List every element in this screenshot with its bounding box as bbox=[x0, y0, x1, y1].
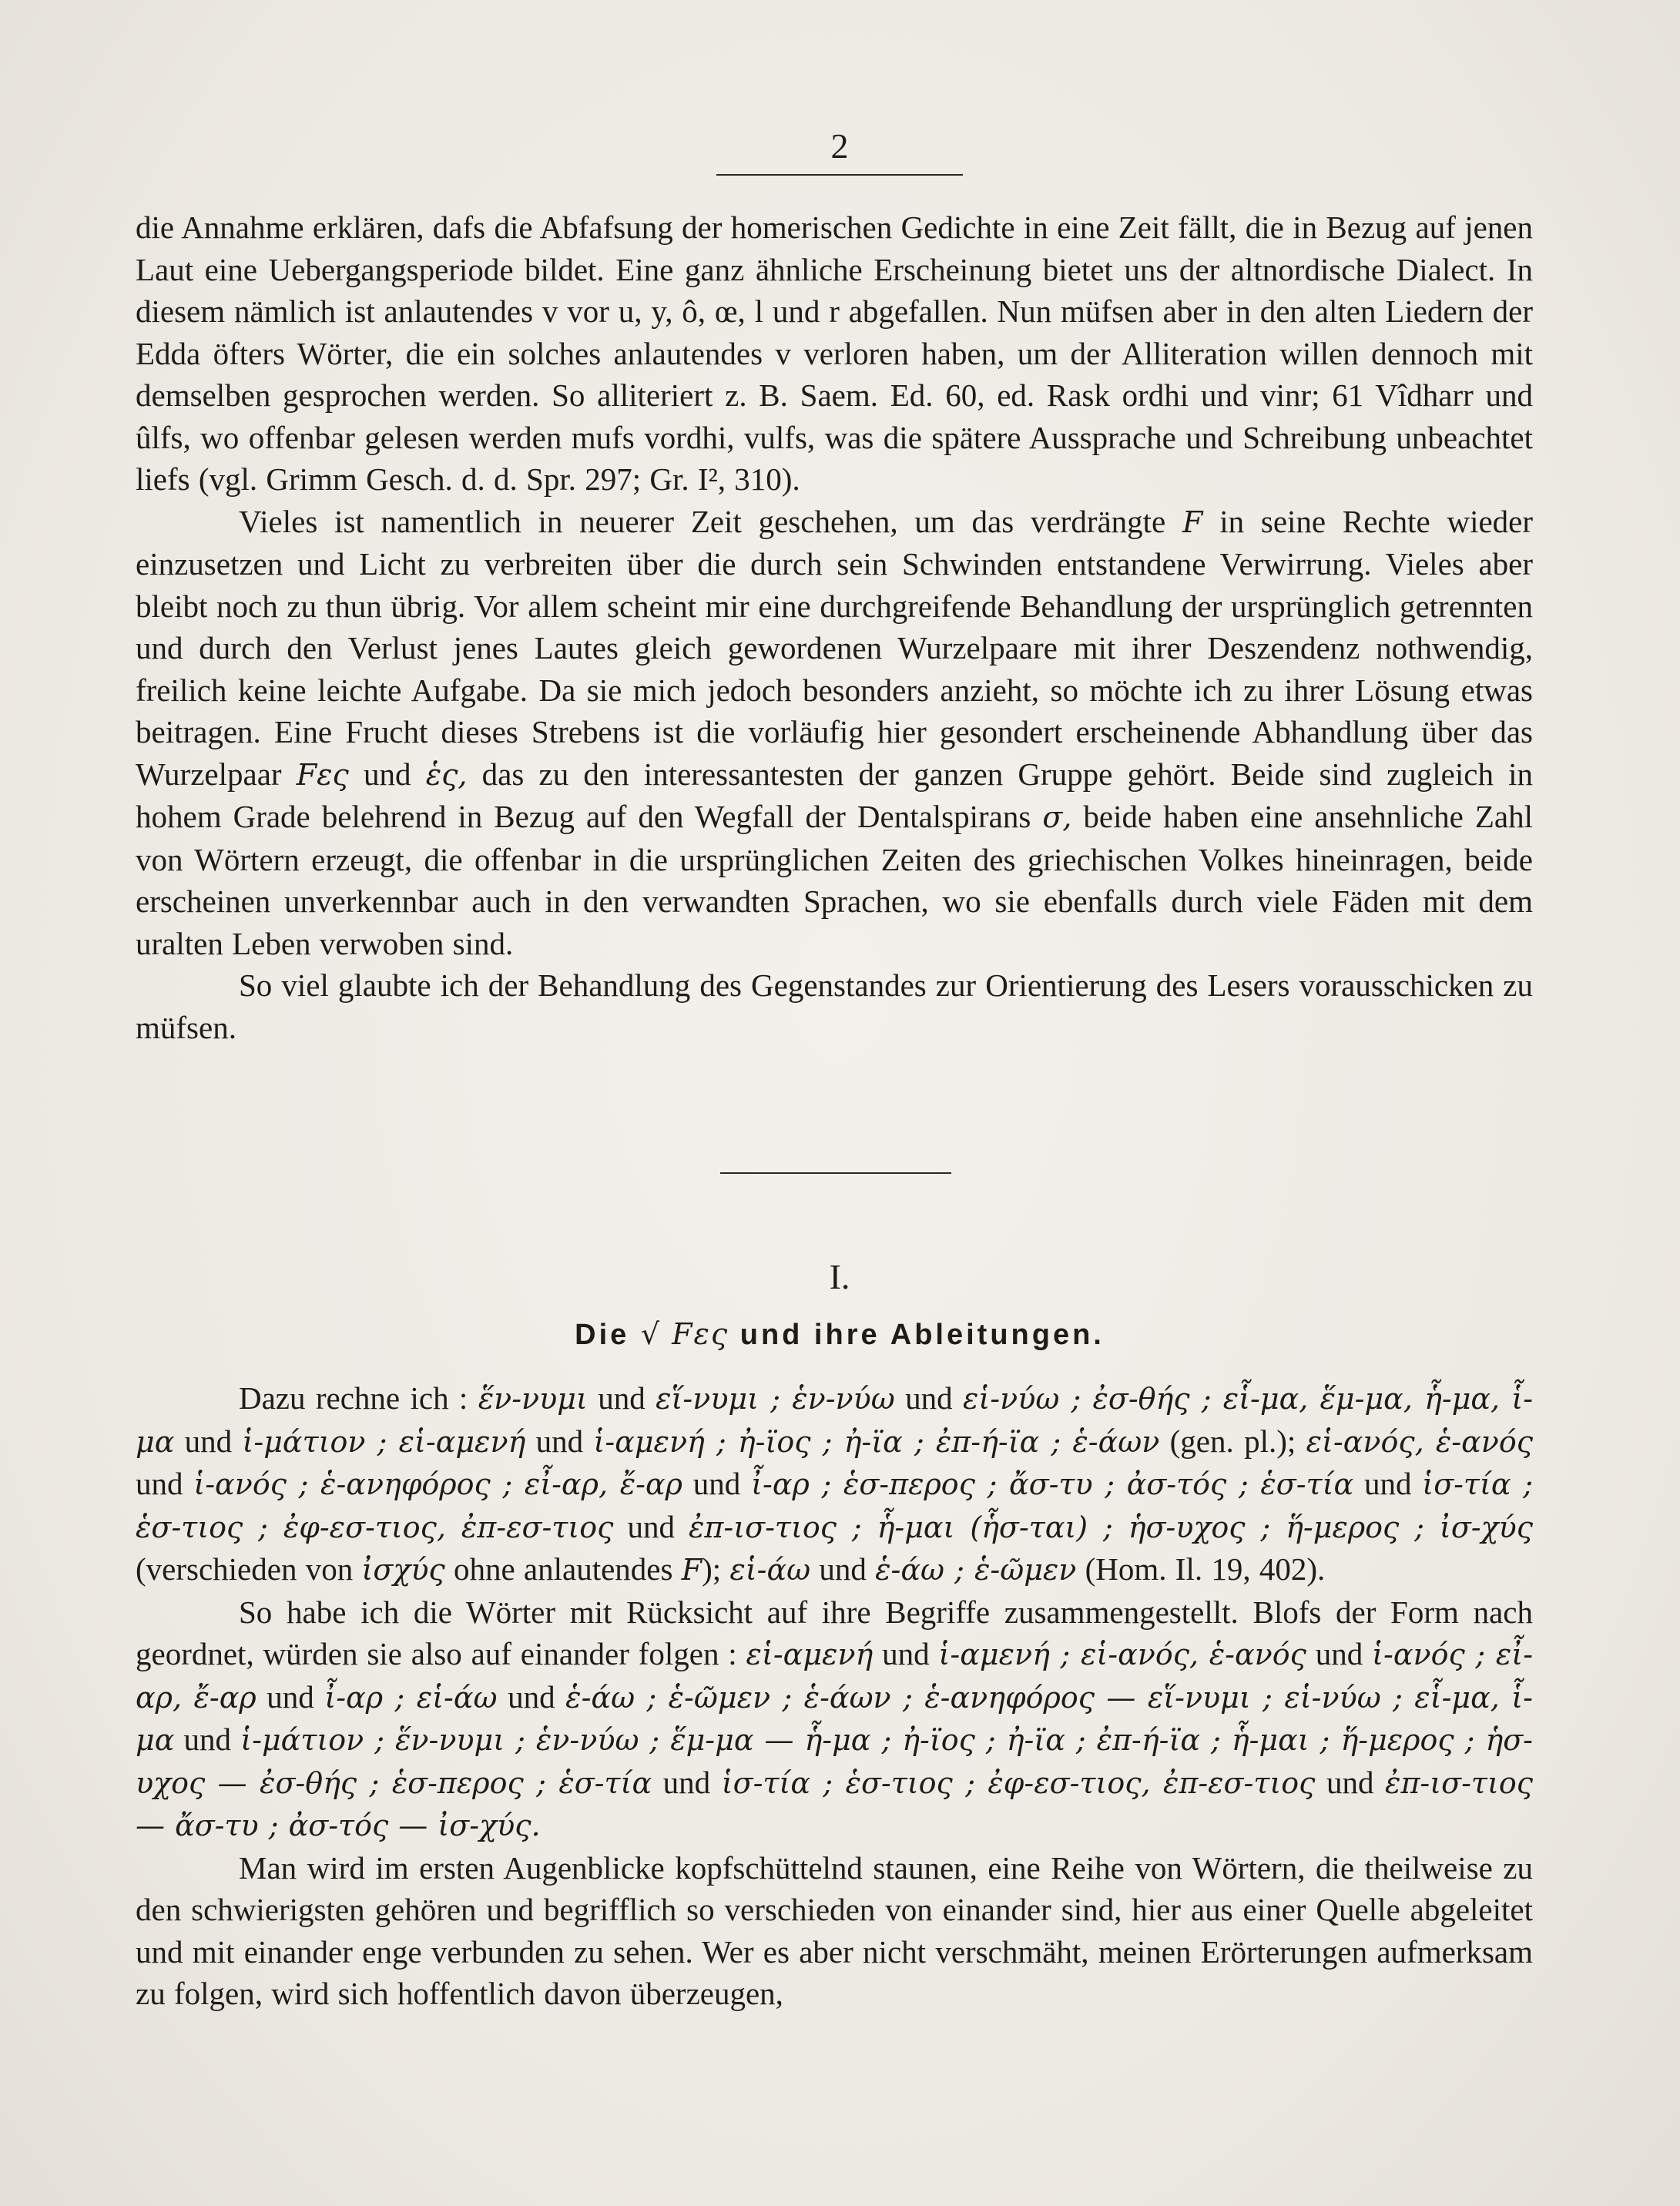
p5-greek-4: ἶ-αρ ; εἱ-άω bbox=[324, 1680, 498, 1715]
p4-text-2: und bbox=[905, 1380, 953, 1416]
p4-text-5: (gen. pl.); bbox=[1169, 1423, 1296, 1459]
p4-text-7: und bbox=[692, 1466, 741, 1501]
section-divider bbox=[720, 1172, 951, 1174]
p5-greek-7: ἱσ-τία ; ἑσ-τιος ; ἐφ-εσ-τιος, ἐπ-εσ-τιος bbox=[721, 1765, 1316, 1800]
p4-text-8: und bbox=[1363, 1466, 1412, 1501]
p4-greek-1: ἕν-νυμι bbox=[478, 1382, 588, 1416]
section-numeral: I. bbox=[829, 1257, 850, 1296]
p5-text-5: und bbox=[183, 1722, 232, 1757]
p4-text-12: ); bbox=[702, 1551, 722, 1587]
p4-greek-13: εἱ-άω bbox=[729, 1553, 811, 1587]
p5-greek-3: ἱ-ανός ; εἶ-αρ, ἔ-αρ bbox=[136, 1638, 1534, 1715]
p4-text-1: und bbox=[598, 1380, 646, 1416]
paragraph-2-part-1: Vieles ist namentlich in neuerer Zeit geschehen, um das verdrängte bbox=[239, 503, 1166, 539]
p4-text-10: (verschieden von bbox=[136, 1551, 354, 1587]
p4-greek-5: ἱ-αμενή ; ἠ-ϊος ; ἠ-ϊα ; ἐπ-ή-ϊα ; ἑ-άων bbox=[593, 1424, 1160, 1459]
paragraph-1: die Annahme erklären, dafs die Abfafsung der homerischen Gedichte in eine Zeit fällt, die in Bezug auf jenen Laut eine Uebergangsperiode bildet. Eine ganz ähnliche Erscheinung bietet uns der altnordische Dialect. In diesem nämlich ist anlautendes v vor u, y, ô, œ, l und r abgefallen. Nun müfsen aber in den alten Liedern der Edda öfters Wörter, die ein solches anlautendes v verloren haben, um der Alliteration willen dennoch mit demselben gesprochen werden. So alliteriert z. B. Saem. Ed. 60, ed. Rask ordhi und vinr; 61 Vîdharr und ûlfs, wo offenbar gelesen werden mufs vordhi, vulfs, was die spätere Aussprache und Schreibung unbeachtet liefs (vgl. Grimm Gesch. d. d. Spr. 297; Gr. I², 310). bbox=[136, 210, 1533, 497]
p4-greek-11: ἰσχύς bbox=[361, 1553, 445, 1587]
section-title bbox=[231, 1313, 1448, 1356]
paragraph-5 bbox=[136, 1591, 1533, 1847]
p4-greek-12: F bbox=[681, 1553, 703, 1587]
p5-text-7: und bbox=[1326, 1764, 1374, 1800]
p5-greek-6: ἱ-μάτιον ; ἕν-νυμι ; ἑν-νύω ; ἕμ-μα — ἧ-μα ; ἠ-ϊος ; ἠ-ϊα ; ἐπ-ή-ϊα ; ἧ-μαι ; ἥ-μερος ; ἡσ-υχος — ἐσ-θής ; ἑσ-περος ; ἑσ-τία bbox=[136, 1723, 1534, 1800]
section-title-pre: Die bbox=[575, 1319, 630, 1351]
root-fes: Fες bbox=[296, 757, 349, 792]
sigma-letter: σ, bbox=[1042, 800, 1072, 834]
p4-text-4: und bbox=[535, 1423, 584, 1459]
paragraph-6: Man wird im ersten Augenblicke kopfschüttelnd staunen, eine Reihe von Wörtern, die theilweise zu den schwierigsten gehören und begrifflich so verschieden von einander sind, hier aus einer Quelle abgeleitet und mit einander enge verbunden zu sehen. Wer es aber nicht verschmäht, meinen Erörterungen aufmerksam zu folgen, wird sich hoffentlich davon überzeugen, bbox=[136, 1849, 1533, 2011]
paragraph-2-part-4: das zu den interessantesten der ganzen Gruppe gehört. Beide sind zugleich in hohem Grade belehrend in Bezug auf den Wegfall der Dentalspirans bbox=[136, 756, 1534, 834]
p4-text-11: ohne anlautendes bbox=[453, 1551, 673, 1587]
p4-greek-6: εἱ-ανός, ἑ-ανός bbox=[1306, 1424, 1534, 1459]
paragraph-2-part-3: und bbox=[364, 756, 411, 792]
digamma-letter: F bbox=[1182, 505, 1203, 539]
paragraph-4 bbox=[136, 1377, 1533, 1591]
p5-greek-2: ἱ-αμενή ; εἱ-ανός, ἑ-ανός bbox=[938, 1638, 1306, 1671]
p5-text-2: und bbox=[1315, 1636, 1363, 1671]
p5-greek-1: εἱ-αμενή bbox=[746, 1638, 874, 1671]
p5-greek-5: ἑ-άω ; ἑ-ῶμεν ; ἑ-άων ; ἑ-ανηφόρος — εἵ-νυμι ; εἱ-νύω ; εἷ-μα, ἷ-μα bbox=[136, 1680, 1534, 1757]
section-title-post: und ihre Ableitungen. bbox=[739, 1319, 1105, 1351]
page-number-rule bbox=[716, 174, 963, 176]
p4-greek-14: ἑ-άω ; ἑ-ῶμεν bbox=[875, 1553, 1077, 1587]
paragraph-2 bbox=[136, 501, 1533, 965]
paragraph-2-part-2: in seine Rechte wieder einzusetzen und Licht zu verbreiten über die durch sein Schwinden entstandene Verwirrung. Vieles aber bleibt noch zu thun übrig. Vor allem scheint mir eine durchgreifende Behandlung der ursprünglich getrennten und durch den Verlust jenes Lautes gleich gewordenen Wurzelpaare mit ihrer Deszendenz nothwendig, freilich keine leichte Aufgabe. Da sie mich jedoch besonders anzieht, so möchte ich zu ihrer Lösung etwas beitragen. Eine Frucht dieses Strebens ist die vorläufig hier gesondert erscheinende Abhandlung über das Wurzelpaar bbox=[136, 503, 1534, 792]
text-block-top bbox=[136, 206, 1533, 1048]
p4-lead: Dazu rechne ich : bbox=[239, 1380, 468, 1416]
root-hes: ἑς, bbox=[425, 757, 468, 792]
p4-text-6: und bbox=[136, 1466, 183, 1501]
p4-text-9: und bbox=[627, 1508, 675, 1544]
p5-text-4: und bbox=[508, 1678, 555, 1715]
p4-greek-4: ἱ-μάτιον ; εἱ-αμενή bbox=[242, 1424, 526, 1459]
p4-greek-7: ἱ-ανός ; ἑ-ανηφόρος ; εἶ-αρ, ἔ-αρ bbox=[193, 1467, 682, 1501]
text-block-bottom bbox=[136, 1377, 1533, 2015]
paragraph-2-part-5: beide haben eine ansehnliche Zahl von Wörtern erzeugt, die offenbar in die ursprünglichen Zeiten des griechischen Volkes hineinragen, beide erscheinen unverkennbar auch in den verwandten Sprachen, wo sie ebenfalls durch viele Fäden mit dem uralten Leben verwoben sind. bbox=[136, 799, 1533, 961]
p4-text-13: und bbox=[819, 1551, 867, 1587]
p4-text-14: (Hom. Il. 19, 402). bbox=[1085, 1551, 1326, 1587]
section-title-root: √ Fες bbox=[640, 1317, 729, 1351]
p4-text-3: und bbox=[184, 1423, 233, 1459]
p4-greek-8: ἶ-αρ ; ἑσ-περος ; ἄσ-τυ ; ἀσ-τός ; ἑσ-τία bbox=[751, 1467, 1354, 1501]
p4-greek-3: εἱ-νύω ; ἐσ-θής ; εἷ-μα, ἕμ-μα, ἧ-μα, ἷ-μα bbox=[136, 1382, 1534, 1459]
p5-greek-8: ἐπ-ισ-τιος — ἄσ-τυ ; ἀσ-τός — ἰσ-χύς. bbox=[136, 1765, 1534, 1842]
p4-greek-10: ἐπ-ισ-τιος ; ἧ-μαι (ἧσ-ται) ; ἡσ-υχος ; ἥ-μερος ; ἰσ-χύς bbox=[689, 1510, 1534, 1544]
paragraph-3: So viel glaubte ich der Behandlung des Gegenstandes zur Orientierung des Lesers vorausschicken zu müfsen. bbox=[136, 967, 1533, 1045]
p5-text-1: und bbox=[882, 1636, 930, 1671]
p5-text-6: und bbox=[662, 1764, 711, 1800]
page-number: 2 bbox=[830, 126, 849, 166]
p4-greek-9: ἱσ-τία ; ἑσ-τιος ; ἐφ-εσ-τιος, ἐπ-εσ-τιος bbox=[136, 1467, 1534, 1544]
p4-greek-2: εἵ-νυμι ; ἑν-νύω bbox=[656, 1382, 895, 1416]
p5-text: So habe ich die Wörter mit Rücksicht auf ihre Begriffe zusammengestellt. Blofs der Form nach geordnet, würden sie also auf einander folgen : bbox=[136, 1594, 1533, 1671]
p5-text-3: und bbox=[267, 1678, 314, 1715]
